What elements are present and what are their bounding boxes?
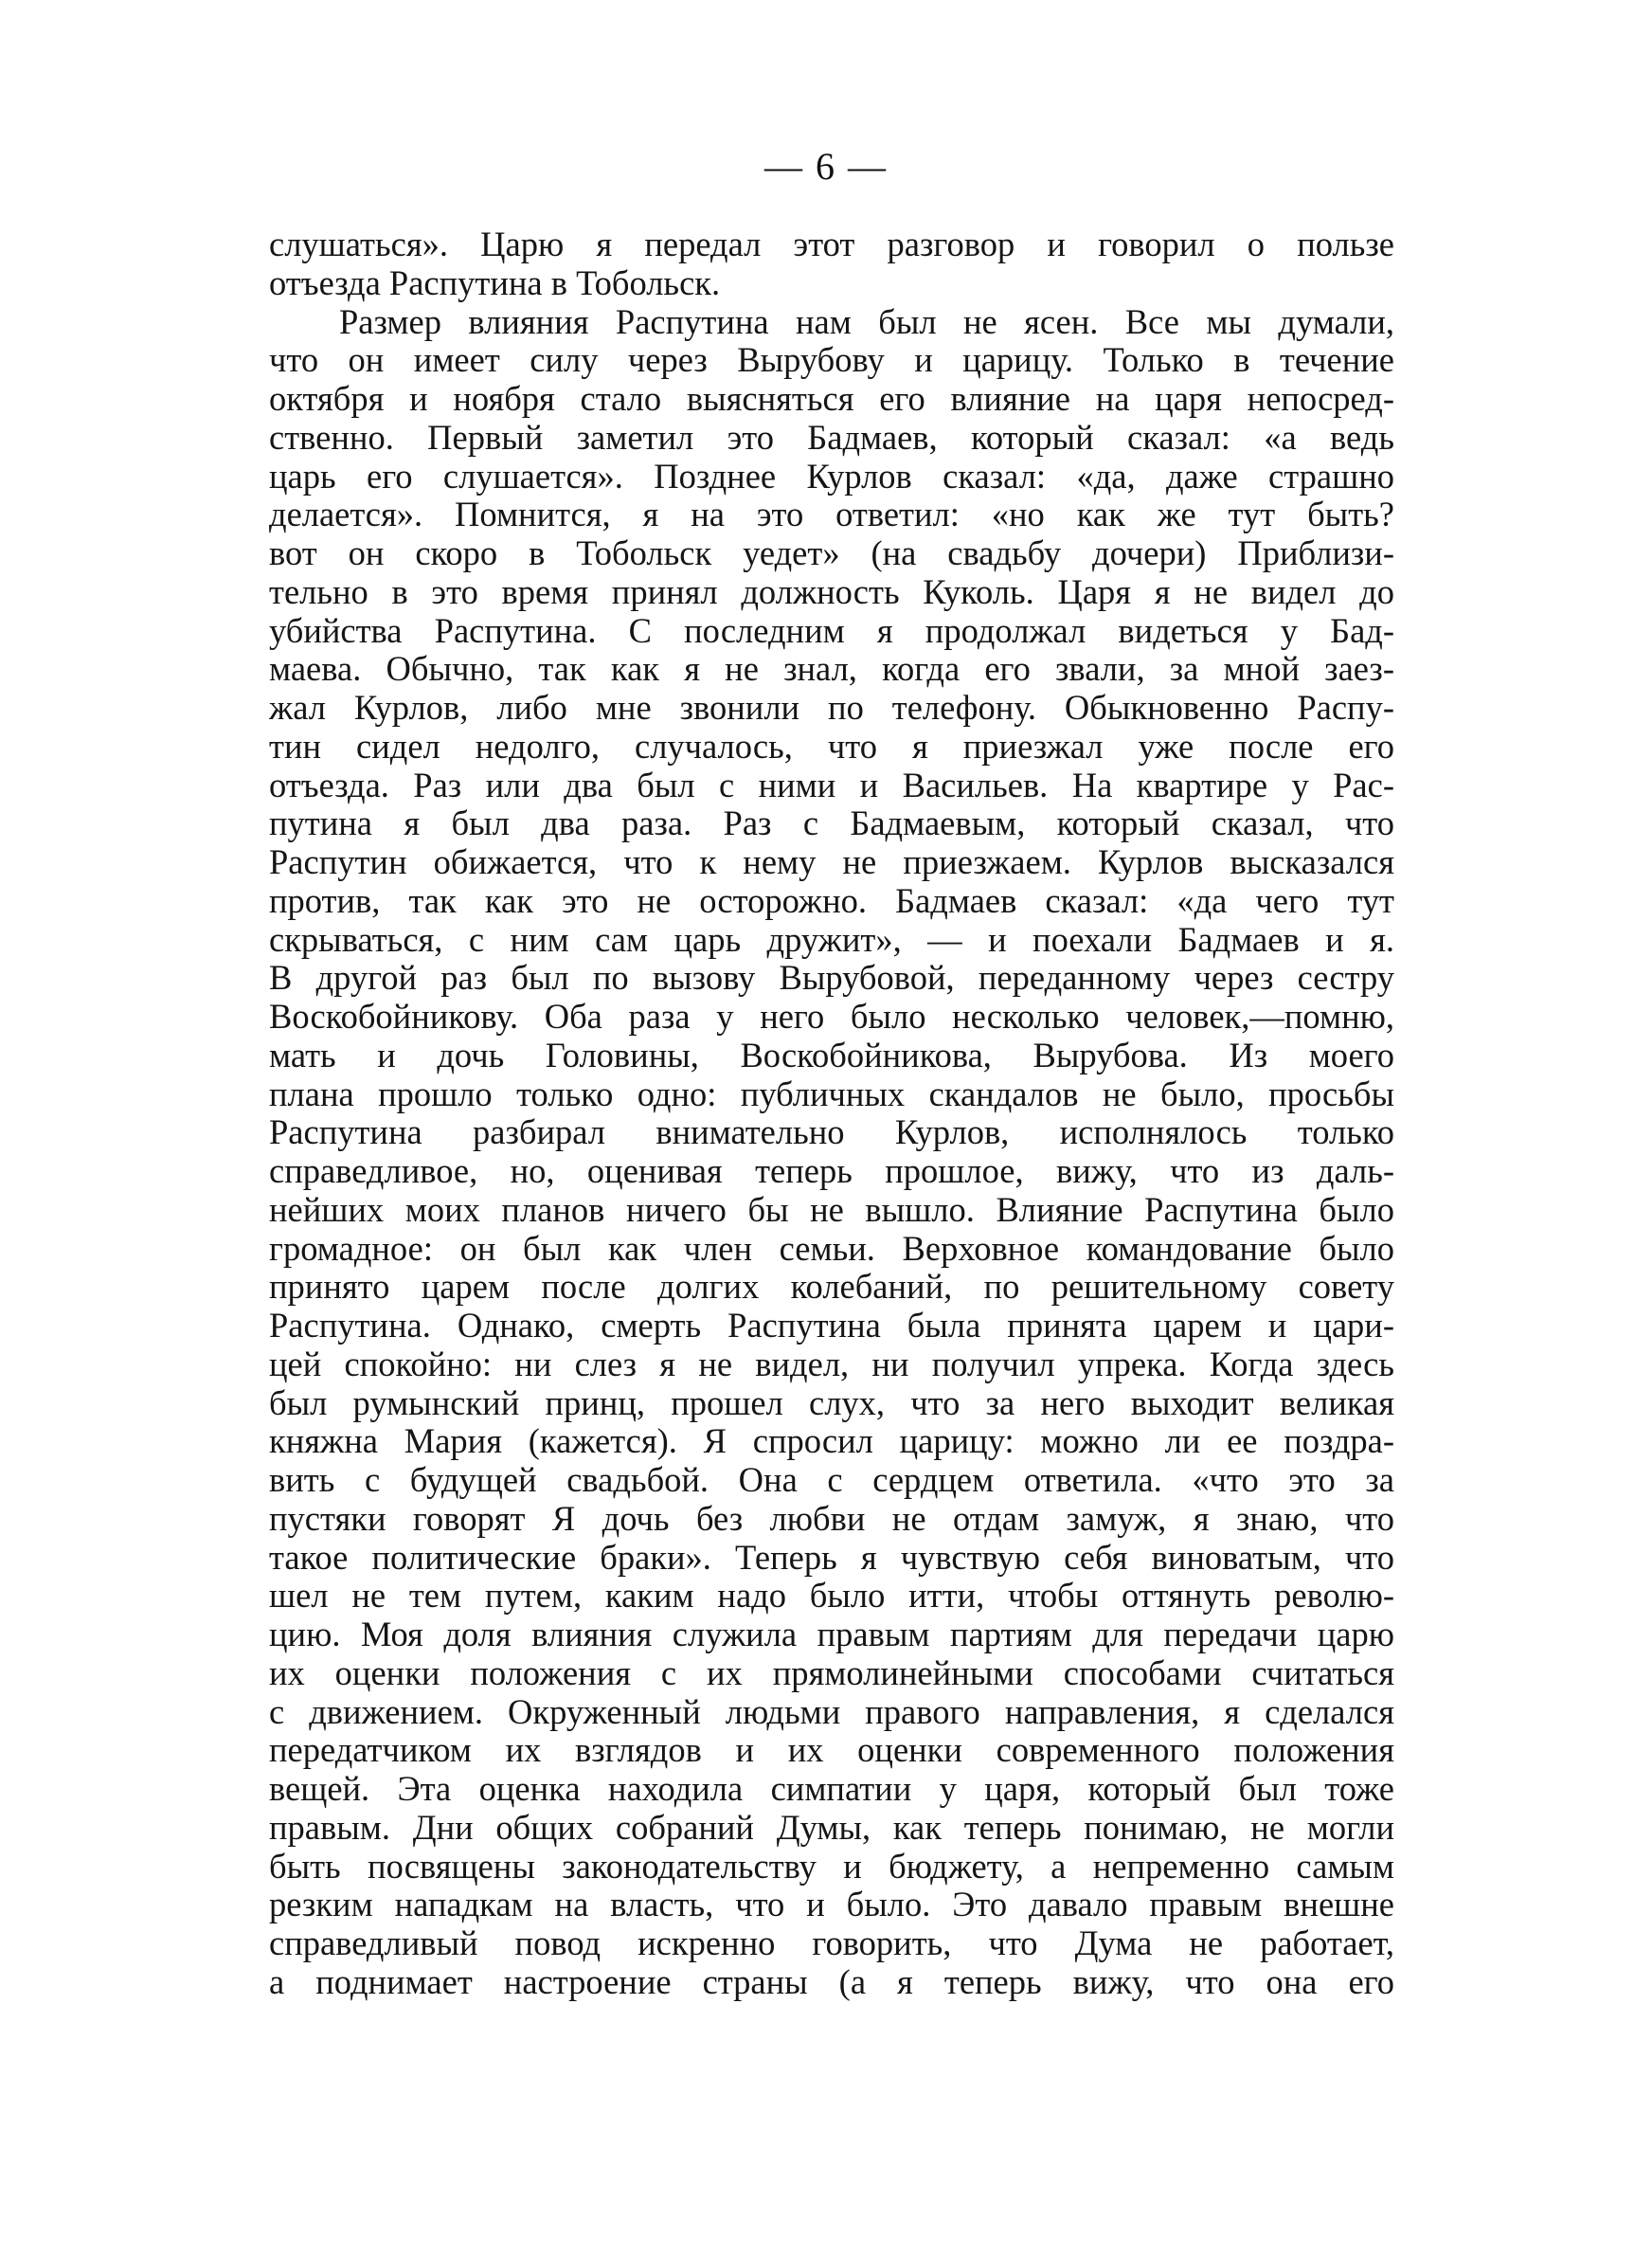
text-line: плана прошло только одно: публичных скандалов не было, просьбы: [269, 1074, 1394, 1113]
text-line: был румынский принц, прошел слух, что за него выходит великая: [269, 1383, 1394, 1422]
text-line: путина я был два раза. Раз с Бадмаевым, который сказал, что: [269, 804, 1394, 843]
text-line: а поднимает настроение страны (а я теперь вижу, что она его: [269, 1962, 1394, 2001]
text-line: пустяки говорят Я дочь без любви не отдам замуж, я знаю, что: [269, 1499, 1394, 1538]
text-line: справедливое, но, оценивая теперь прошлое, вижу, что из даль-: [269, 1152, 1394, 1190]
text-line: Распутин обижается, что к нему не приезжаем. Курлов высказался: [269, 843, 1394, 881]
text-line: Воскобойникову. Оба раза у него было несколько человек,—помню,: [269, 998, 1394, 1036]
text-line: тин сидел недолго, случалось, что я приезжал уже после его: [269, 727, 1394, 766]
text-line: такое политические браки». Теперь я чувствую себя виноватым, что: [269, 1538, 1394, 1577]
text-line: их оценки положения с их прямолинейными способами считаться: [269, 1653, 1394, 1692]
text-line: отъезда Распутина в Тобольск.: [269, 263, 721, 302]
text-line: с движением. Окруженный людьми правого направления, я сделался: [269, 1692, 1394, 1731]
text-line: царь его слушается». Позднее Курлов сказал: «да, даже страшно: [269, 457, 1394, 496]
text-line: мать и дочь Головины, Воскобойникова, Вырубова. Из моего: [269, 1036, 1394, 1074]
text-line: шел не тем путем, каким надо было итти, чтобы оттянуть револю-: [269, 1577, 1394, 1616]
text-line: передатчиком их взглядов и их оценки современного положения: [269, 1731, 1394, 1770]
text-line: резким нападкам на власть, что и было. Это давало правым внешне: [269, 1886, 1394, 1924]
text-line: княжна Мария (кажется). Я спросил царицу: можно ли ее поздра-: [269, 1422, 1394, 1461]
text-line: принято царем после долгих колебаний, по решительному совету: [269, 1268, 1394, 1307]
text-line: слушаться». Царю я передал этот разговор и говорил о пользе: [269, 226, 1394, 263]
text-line: Распутина разбирал внимательно Курлов, исполнялось только: [269, 1113, 1394, 1152]
page-number: — 6 —: [764, 145, 888, 188]
text-line: цей спокойно: ни слез я не видел, ни получил упрека. Когда здесь: [269, 1345, 1394, 1383]
text-line: вот он скоро в Тобольск уедет» (на свадьбу дочери) Приблизи-: [269, 534, 1394, 572]
body-text: [269, 226, 1394, 2002]
text-line: делается». Помнится, я на это ответил: «но как же тут быть?: [269, 496, 1394, 534]
text-line: быть посвящены законодательству и бюджету, а непременно самым: [269, 1847, 1394, 1886]
text-line: цию. Моя доля влияния служила правым партиям для передачи царю: [269, 1616, 1394, 1653]
text-line: громадное: он был как член семьи. Верховное командование было: [269, 1229, 1394, 1268]
text-line: против, так как это не осторожно. Бадмаев сказал: «да чего тут: [269, 881, 1394, 920]
text-line: ственно. Первый заметил это Бадмаев, который сказал: «а ведь: [269, 418, 1394, 457]
text-line: Распутина. Однако, смерть Распутина была принята царем и цари-: [269, 1307, 1394, 1345]
text-line: правым. Дни общих собраний Думы, как теперь понимаю, не могли: [269, 1808, 1394, 1847]
text-line: справедливый повод искренно говорить, что Дума не работает,: [269, 1924, 1394, 1962]
text-line: Размер влияния Распутина нам был не ясен. Все мы думали,: [339, 302, 1394, 341]
text-line: что он имеет силу через Вырубову и царицу. Только в течение: [269, 341, 1394, 380]
text-line: отъезда. Раз или два был с ними и Васильев. На квартире у Рас-: [269, 766, 1394, 804]
text-line: вить с будущей свадьбой. Она с сердцем ответила. «что это за: [269, 1461, 1394, 1499]
text-line: вещей. Эта оценка находила симпатии у царя, который был тоже: [269, 1770, 1394, 1808]
text-line: жал Курлов, либо мне звонили по телефону. Обыкновенно Распу-: [269, 689, 1394, 727]
text-line: В другой раз был по вызову Вырубовой, переданному через сестру: [269, 959, 1394, 998]
text-line: октября и ноября стало выясняться его влияние на царя непосред-: [269, 380, 1394, 418]
text-line: нейших моих планов ничего бы не вышло. Влияние Распутина было: [269, 1190, 1394, 1229]
text-line: тельно в это время принял должность Куколь. Царя я не видел до: [269, 572, 1394, 611]
text-line: убийства Распутина. С последним я продолжал видеться у Бад-: [269, 611, 1394, 650]
text-line: скрываться, с ним сам царь дружит», — и поехали Бадмаев и я.: [269, 920, 1394, 959]
text-line: маева. Обычно, так как я не знал, когда его звали, за мной заез-: [269, 650, 1394, 689]
